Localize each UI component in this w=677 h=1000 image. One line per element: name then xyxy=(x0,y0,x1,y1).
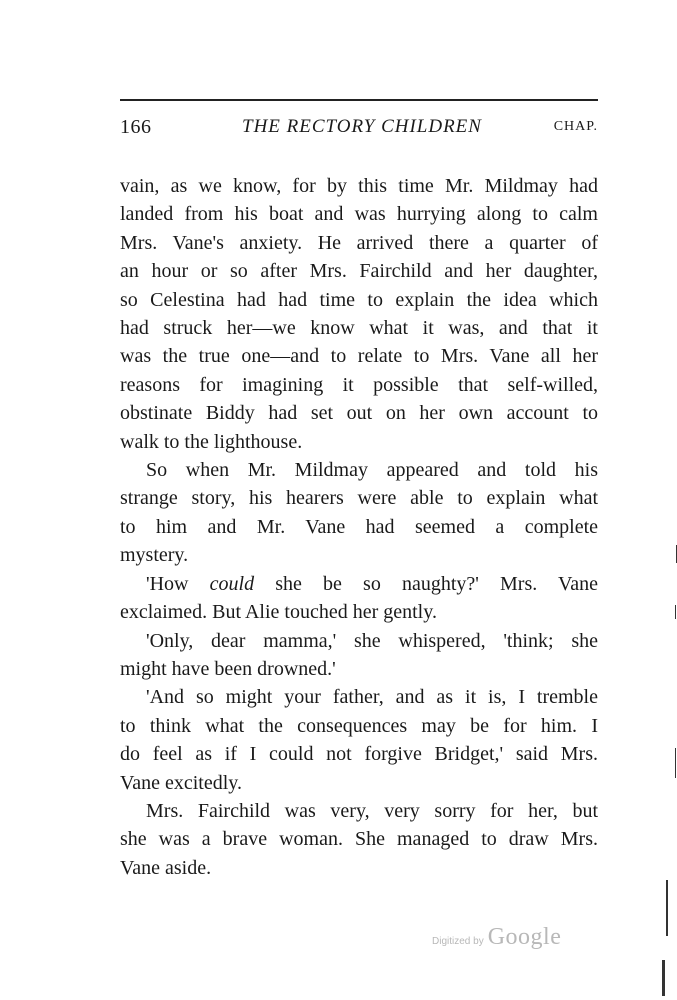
text-line: obstinate Biddy had set out on her own account to xyxy=(120,402,598,425)
paragraph xyxy=(120,627,598,684)
text-line: walk to the lighthouse. xyxy=(120,430,303,453)
body-text xyxy=(120,172,598,882)
digitized-watermark xyxy=(432,924,561,951)
text-line: to think what the consequences may be for him. I xyxy=(120,714,598,737)
text-line: an hour or so after Mrs. Fairchild and her daughter, xyxy=(120,260,598,283)
watermark-prefix: Digitized by xyxy=(432,936,484,947)
page-edge-mark xyxy=(675,605,676,619)
page-edge-mark xyxy=(666,880,668,936)
text-line: to him and Mr. Vane had seemed a complete xyxy=(120,515,598,538)
chapter-label: CHAP. xyxy=(553,119,598,134)
text-line: 'Only, dear mamma,' she whispered, 'think; she xyxy=(146,629,598,652)
text-line: vain, as we know, for by this time Mr. Mildmay had xyxy=(120,175,598,197)
text-line: do feel as if I could not forgive Bridget,' said Mrs. xyxy=(120,743,598,766)
paragraph xyxy=(120,683,598,797)
page-header xyxy=(120,116,598,142)
page-number: 166 xyxy=(120,116,152,138)
text-line: exclaimed. But Alie touched her gently. xyxy=(120,601,437,624)
page-edge-mark xyxy=(675,748,676,778)
text-line: might have been drowned.' xyxy=(120,657,336,680)
text-line: landed from his boat and was hurrying along to calm xyxy=(120,203,598,226)
text-line: 'And so might your father, and as it is, I tremble xyxy=(146,686,598,709)
paragraph xyxy=(120,570,598,627)
running-head: THE RECTORY CHILDREN xyxy=(242,116,482,137)
text-line: Vane excitedly. xyxy=(120,771,242,794)
text-line: Mrs. Vane's anxiety. He arrived there a quarter of xyxy=(120,231,598,254)
text-line: reasons for imagining it possible that self-willed, xyxy=(120,373,598,396)
text-line: So when Mr. Mildmay appeared and told his xyxy=(146,459,598,482)
paragraph xyxy=(120,797,598,882)
text-line: 'How could she be so naughty?' Mrs. Vane xyxy=(146,572,598,595)
text-line: Vane aside. xyxy=(120,856,212,879)
watermark-logo: Google xyxy=(487,924,562,950)
header-rule xyxy=(120,99,598,101)
text-line: strange story, his hearers were able to explain what xyxy=(120,487,598,510)
text-line: Mrs. Fairchild was very, very sorry for her, but xyxy=(146,799,598,822)
text-line: had struck her—we know what it was, and that it xyxy=(120,317,598,340)
text-line: mystery. xyxy=(120,544,189,567)
paragraph xyxy=(120,172,598,456)
paragraph xyxy=(120,456,598,570)
text-line: she was a brave woman. She managed to draw Mrs. xyxy=(120,828,598,851)
page-edge-mark xyxy=(662,960,665,996)
text-line: was the true one—and to relate to Mrs. Vane all her xyxy=(120,345,598,368)
text-line: so Celestina had had time to explain the idea which xyxy=(120,288,598,311)
